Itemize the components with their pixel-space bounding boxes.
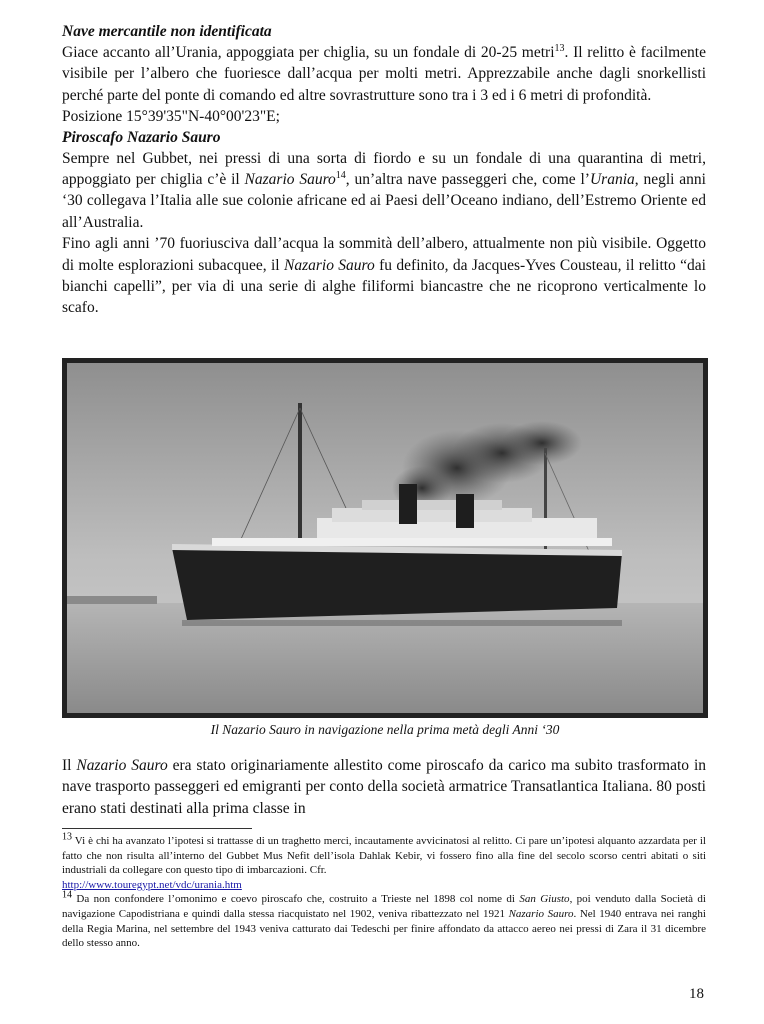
heading-nazario-sauro: Piroscafo Nazario Sauro xyxy=(62,128,221,146)
footnote-ref-14[interactable]: 14 xyxy=(335,169,346,181)
position-coordinates: Posizione 15°39'35"N-40°00'23"E; xyxy=(62,108,280,126)
paragraph-nazario-sauro-2: Fino agli anni ’70 fuoriusciva dall’acqua la sommità dell’albero, attualmente non più visibile. Oggetto di molte esplorazioni subacquee, il Nazario Sauro fu definito, da Jacques-Yves Cousteau, il relitto “dai bianchi capelli”, per via di una serie di alghe filiformi biancastre che ne ricoprono verticalmente lo scafo. xyxy=(62,235,706,317)
main-text-top xyxy=(62,22,706,319)
footnote-separator xyxy=(62,828,252,829)
footnote-13: $^{13}$ Vi è chi ha avanzato l’ipotesi si trattasse di un traghetto merci, incautamente avvicinatosi al relitto. Ci pare un’ipotesi alquanto azzardata per il fatto che non risulta all’interno del Gubbet Mus Nefit dell’isola Dahlak Kebir, vi fossero fino alla fine del secolo scorso centri abitati o siti industriali da collegare con questo tipo di imbarcazioni. Cfr. http://www.touregypt.net/vdc/urania.htm xyxy=(62,831,706,891)
paragraph-nazario-sauro-3: Il Nazario Sauro era stato originariamente allestito come piroscafo da carico ma subito trasformato in nave trasporto passeggeri ed emigranti per conto della società armatrice Transatlantica Italiana. 80 posti erano stati destinati alla prima classe in xyxy=(62,757,706,817)
footnote-14: $^{14}$ Da non confondere l’omonimo e coevo piroscafo che, costruito a Trieste nel 1898 col nome di San Giusto, poi venduto dalla Società di navigazione Capodistriana e quindi dalla stessa riacquistato nel 1902, veniva ribattezzato nel 1921 Nazario Sauro. Nel 1940 entrava nei ranghi della Regia Marina, nel settembre del 1943 veniva catturato dai Tedeschi per finire affondato da attacco aereo nei pressi di Zara il 31 dicembre dello stesso anno. xyxy=(62,889,706,950)
main-text-bottom xyxy=(62,755,706,819)
page-number: 18 xyxy=(689,986,704,1002)
heading-unidentified-ship: Nave mercantile non identificata xyxy=(62,23,272,40)
footnotes xyxy=(62,831,706,951)
footnote-ref-13[interactable]: 13 xyxy=(554,42,565,54)
paragraph-unidentified-ship: Giace accanto all’Urania, appoggiata per chiglia, su un fondale di 20-25 metri$^{13}$. Il relitto è facilmente visibile per l’albero che fuoriesce dall’acqua per molti metri. Apprezzabile anche dagli snorkellisti perché parte del ponte di comando ed altre sovrastrutture sono tra i 3 ed i 6 metri di profondità. xyxy=(62,42,706,104)
footnote-13-link[interactable]: http://www.touregypt.net/vdc/urania.htm xyxy=(62,878,242,891)
paragraph-nazario-sauro-1: Sempre nel Gubbet, nei pressi di una sorta di fiordo e su un fondale di una quarantina di metri, appoggiato per chiglia c’è il Nazario Sauro$^{14}$, un’altra nave passeggeri che, come l’Urania, negli anni ‘30 collegava l’Italia alle sue colonie africane ed ai Paesi dell’Oceano indiano, dell’Estremo Oriente ed all’Australia. xyxy=(62,149,706,231)
ship-photo xyxy=(62,358,708,718)
photo-caption: Il Nazario Sauro in navigazione nella prima metà degli Anni ‘30 xyxy=(210,722,560,737)
